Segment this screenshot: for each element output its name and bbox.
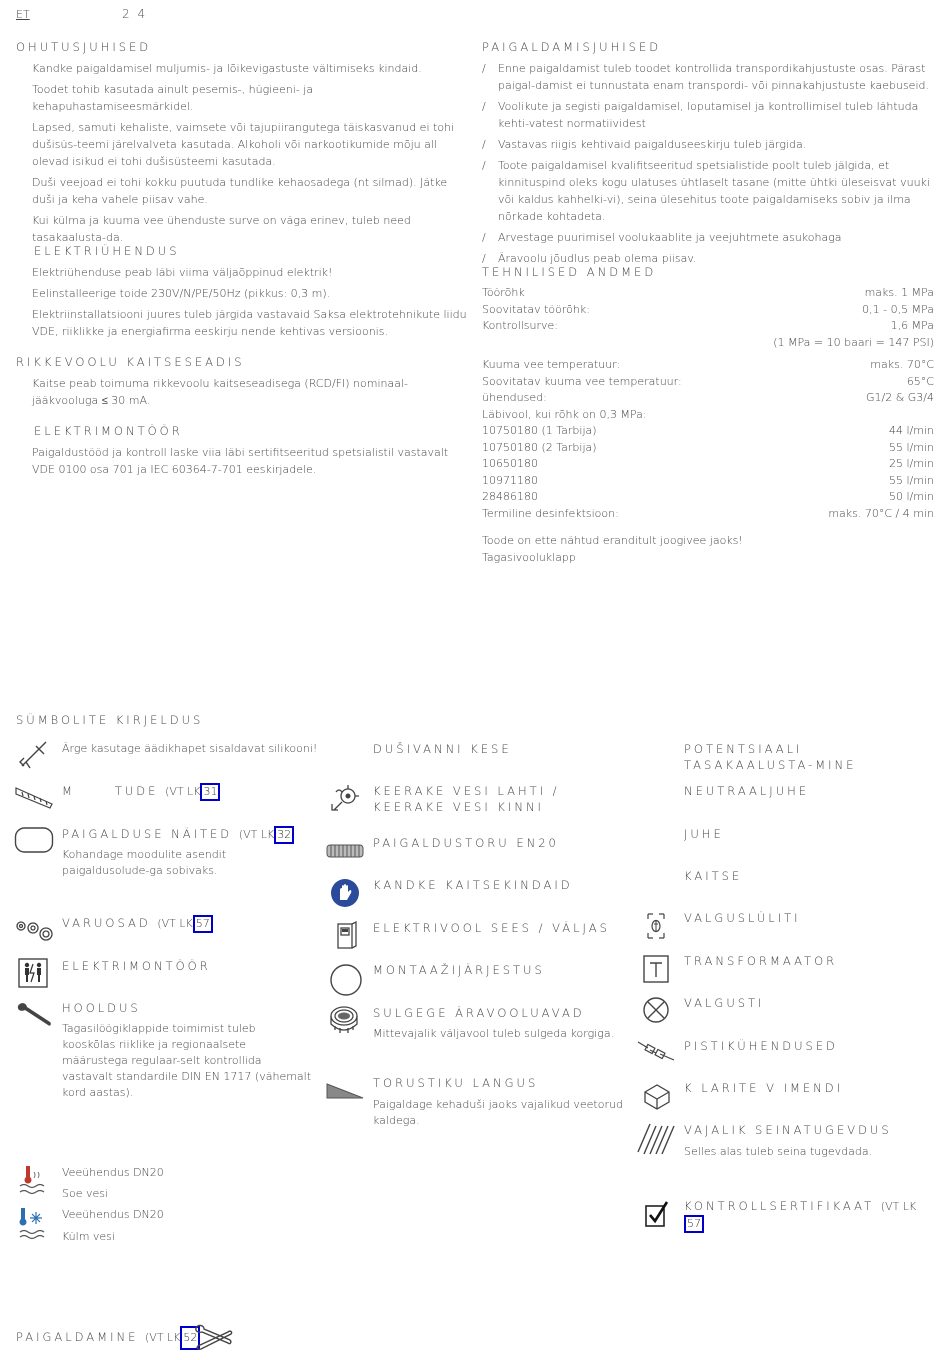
install-item: / Toote paigaldamisel kvalifitseeritud spetsialistide poolt tuleb jälgida, et kinnituspind oleks kogu ulatuses ühtlaselt tasane (mitte ühtki üleseisvat vuuki või kaldus kahhelki-vi), seina ülesehitus toote paigaldamiseks sobiv ja ilma nõrkade kohtadeta. bbox=[482, 159, 930, 223]
page-ref-link[interactable]: 57 bbox=[684, 1215, 704, 1233]
silicone-gun-icon bbox=[16, 738, 50, 772]
measure-title: M TUDE (VT LK 31 bbox=[62, 783, 220, 801]
tech-row: Termiline desinfektsioon: maks. 70°C / 4 min bbox=[482, 506, 934, 520]
tech-row: 10650180 25 l/min bbox=[482, 457, 934, 470]
plug-connection-icon bbox=[636, 1038, 676, 1064]
lamp-icon bbox=[642, 996, 670, 1024]
install-item: / Vastavas riigis kehtivaid paigalduseeskirju tuleb järgida. bbox=[482, 138, 807, 151]
rcd-title: RIKKEVOOLU KAITSESEADIS bbox=[16, 355, 245, 369]
gloves-icon bbox=[330, 878, 360, 908]
transformer-icon bbox=[642, 954, 670, 984]
lamp-title: VALGUSTI bbox=[684, 996, 765, 1010]
wall-title: VAJALIK SEINATUGEVDUS bbox=[684, 1123, 892, 1137]
spares-title: VARUOSAD (VT LK 57 bbox=[62, 915, 213, 933]
tech-row: Läbivool, kui rõhk on 0,3 MPa: bbox=[482, 407, 647, 421]
slope-triangle-icon bbox=[325, 1080, 365, 1102]
tech-row: Soovitatav kuuma vee temperatuur: 65°C bbox=[482, 374, 934, 388]
hot-water-sublabel: Soe vesi bbox=[62, 1187, 109, 1200]
tech-row: Soovitatav töörõhk: 0,1 - 0,5 MPa bbox=[482, 302, 934, 316]
tech-row: 10750180 (1 Tarbija) 44 l/min bbox=[482, 424, 934, 437]
conductor-title: JUHE bbox=[684, 827, 724, 841]
safety-para: Toodet tohib kasutada ainult pesemis-, hügieeni- ja kehapuhastamiseesmärkidel. bbox=[32, 83, 314, 113]
electric-para: Elektriühenduse peab läbi viima väljaõppinud elektrik! bbox=[32, 266, 333, 279]
install-item: / Voolikute ja segisti paigaldamisel, loputamisel ja kontrollimisel tuleb lähtuda kehti-vatest normatiividest bbox=[482, 100, 919, 130]
water-valve-icon bbox=[328, 782, 362, 816]
tech-note: Tagasivooluklapp bbox=[482, 551, 576, 564]
elmont-symbol-title: ELEKTRIMONTÖÖR bbox=[62, 959, 211, 973]
circle-icon bbox=[329, 963, 363, 997]
install-pipe-title: PAIGALDUSTORU EN20 bbox=[373, 836, 559, 850]
install-item: / Äravoolu jõudlus peab olema piisav. bbox=[482, 252, 697, 265]
elmont-title: ELEKTRIMONTÖÖR bbox=[34, 424, 183, 438]
cold-water-sublabel: Külm vesi bbox=[62, 1230, 115, 1243]
page-ref-link[interactable]: 31 bbox=[200, 783, 220, 801]
drain-plug-icon bbox=[328, 1004, 362, 1038]
tools-icon bbox=[192, 1322, 234, 1352]
maintenance-text: Tagasilöögiklappide toimimist tuleb kooskõlas riiklike ja regionaalsete määrustega regulaar-selt kontrollida vastavalt standardile DIN EN 1717 (vähemalt kord aastas). bbox=[62, 1022, 312, 1099]
electric-para: Elektriinstallatsiooni juures tuleb järgida vastavaid Saksa elektrotehnikute liidu VDE, riiklikke ja energiafirma eeskirju nende kehtivas versioonis. bbox=[32, 308, 467, 338]
install-item: / Enne paigaldamist tuleb toodet kontrollida transpordikahjustuste osas. Pärast paigal-damist ei tunnustata enam transpordi- või pinnakahjustuste kaebuseid. bbox=[482, 62, 929, 92]
tech-row: ühendused: G1/2 & G3/4 bbox=[482, 391, 934, 404]
tech-row: Kuuma vee temperatuur: maks. 70°C bbox=[482, 358, 934, 371]
tech-row: 28486180 50 l/min bbox=[482, 490, 934, 503]
electric-title: ELEKTRIÜHENDUS bbox=[34, 244, 180, 258]
safety-title: OHUTUSJUHISED bbox=[16, 40, 152, 54]
certificate-title: KONTROLLSERTIFIKAAT (VT LK 57 bbox=[684, 1198, 924, 1233]
wrench-icon bbox=[14, 1000, 54, 1030]
page-number: 2 4 bbox=[122, 7, 148, 21]
potential-title: POTENTSIAALI TASAKAALUSTA-MINE bbox=[684, 742, 857, 772]
tech-title: TEHNILISED ANDMED bbox=[482, 265, 657, 279]
wall-reinforcement-icon bbox=[636, 1122, 676, 1156]
install-item: / Arvestage puurimisel voolukaablite ja veejuhtmete asukohaga bbox=[482, 231, 842, 244]
safety-para: Duši veejoad ei tohi kokku puutuda tundlike kehaosadega (nt silmad). Jätke duši ja keha vahele piisav vahe. bbox=[32, 176, 448, 206]
gloves-title: KANDKE KAITSEKINDAID bbox=[373, 878, 573, 892]
cold-water-icon bbox=[16, 1206, 50, 1240]
tech-row: 10750180 (2 Tarbija) 55 l/min bbox=[482, 440, 934, 454]
rcd-para: Kaitse peab toimuma rikkevoolu kaitseseadisega (RCD/FI) nominaal-jääkvooluga ≤ 30 mA. bbox=[32, 377, 408, 407]
neutral-title: NEUTRAALJUHE bbox=[684, 784, 810, 798]
page-ref-link[interactable]: 57 bbox=[193, 915, 213, 933]
light-switch-icon bbox=[644, 910, 668, 942]
ruler-icon bbox=[14, 784, 54, 810]
slope-title: TORUSTIKU LANGUS bbox=[373, 1076, 539, 1090]
safety-section bbox=[32, 60, 468, 246]
electric-para: Eelinstalleerige toide 230V/N/PE/50Hz (pikkus: 0,3 m). bbox=[32, 287, 331, 300]
electrician-icon bbox=[18, 958, 48, 988]
hot-water-label: Veeühendus DN20 bbox=[62, 1166, 164, 1179]
safety-para: Kui külma ja kuuma vee ühenduste surve on väga erinev, tuleb need tasakaalusta-da. bbox=[32, 214, 411, 244]
safety-para: Lapsed, samuti kehaliste, vaimsete või tajupiirangutega täiskasvanud ei tohi dušisüs-teemi järelvalveta kasutada. Alkoholi või narkootikumide mõju all olevad isikud ei tohi dušisüsteemi kasutada. bbox=[32, 121, 455, 168]
tech-row: Töörõhk maks. 1 MPa bbox=[482, 286, 934, 299]
examples-text: Kohandage moodulite asendit paigaldusolude-ga sobivaks. bbox=[62, 848, 227, 877]
hot-water-icon bbox=[16, 1164, 50, 1198]
installation-footer: PAIGALDAMINE (VT LK 52 bbox=[16, 1326, 200, 1350]
page-ref-link[interactable]: 52 bbox=[180, 1326, 200, 1350]
elmont-section bbox=[32, 444, 462, 478]
tech-table bbox=[482, 285, 934, 566]
spare-parts-icon bbox=[14, 914, 54, 944]
slope-text: Paigaldage kehaduši jaoks vajalikud veetorud kaldega. bbox=[373, 1098, 623, 1127]
examples-title: PAIGALDUSE NÄITED (VT LK 32 bbox=[62, 826, 294, 844]
install-title: PAIGALDAMISJUHISED bbox=[482, 40, 662, 54]
cold-water-label: Veeühendus DN20 bbox=[62, 1208, 164, 1221]
symbols-title: SÜMBOLITE KIRJELDUS bbox=[16, 713, 204, 727]
junction-box-icon bbox=[642, 1080, 672, 1110]
rounded-rect-icon bbox=[14, 826, 54, 854]
power-switch-icon bbox=[334, 920, 358, 952]
safety-para: Kandke paigaldamisel muljumis- ja lõikevigastuste vältimiseks kindaid. bbox=[32, 62, 422, 75]
transformer-title: TRANSFORMAATOR bbox=[684, 954, 838, 968]
tech-row: (1 MPa = 10 baari = 147 PSI) bbox=[773, 335, 934, 349]
wall-text: Selles alas tuleb seina tugevdada. bbox=[684, 1145, 873, 1158]
tech-row: 10971180 55 l/min bbox=[482, 473, 934, 487]
page-ref-link[interactable]: 32 bbox=[274, 826, 294, 844]
install-list bbox=[482, 60, 936, 267]
drain-title: SULGEGE ÄRAVOOLUAVAD bbox=[373, 1006, 585, 1020]
elmont-para: Paigaldustööd ja kontroll laske viia läbi sertifitseeritud spetsialistil vastavalt VDE 0100 osa 701 ja IEC 60364-7-701 eeskirjadele. bbox=[32, 446, 449, 476]
tech-row: Kontrollsurve: 1,6 MPa bbox=[482, 319, 934, 332]
tray-title: DUŠIVANNI KESE bbox=[373, 742, 512, 756]
electric-section bbox=[32, 264, 468, 340]
language-code: ET bbox=[16, 8, 30, 21]
junction-box-title: K LARITE V IMENDI bbox=[684, 1081, 844, 1095]
assembly-order-title: MONTAAŽIJÄRJESTUS bbox=[373, 963, 545, 977]
protection-title: KAITSE bbox=[684, 869, 743, 883]
corrugated-pipe-icon bbox=[326, 842, 364, 860]
power-title: ELEKTRIVOOL SEES / VÄLJAS bbox=[373, 921, 610, 935]
plug-title: PISTIKÜHENDUSED bbox=[684, 1039, 838, 1053]
water-on-off-title: KEERAKE VESI LAHTI / KEERAKE VESI KINNI bbox=[373, 784, 560, 814]
maintenance-title: HOOLDUS bbox=[62, 1001, 141, 1015]
tech-note: Toode on ette nähtud eranditult joogivee jaoks! bbox=[482, 534, 743, 547]
drain-text: Mittevajalik väljavool tuleb sulgeda korgiga. bbox=[373, 1027, 615, 1040]
rcd-section bbox=[32, 375, 468, 409]
silicone-warning: Ärge kasutage äädikhapet sisaldavat silikooni! bbox=[62, 742, 318, 755]
certificate-check-icon bbox=[644, 1200, 670, 1228]
light-switch-title: VALGUSLÜLITI bbox=[684, 911, 801, 925]
